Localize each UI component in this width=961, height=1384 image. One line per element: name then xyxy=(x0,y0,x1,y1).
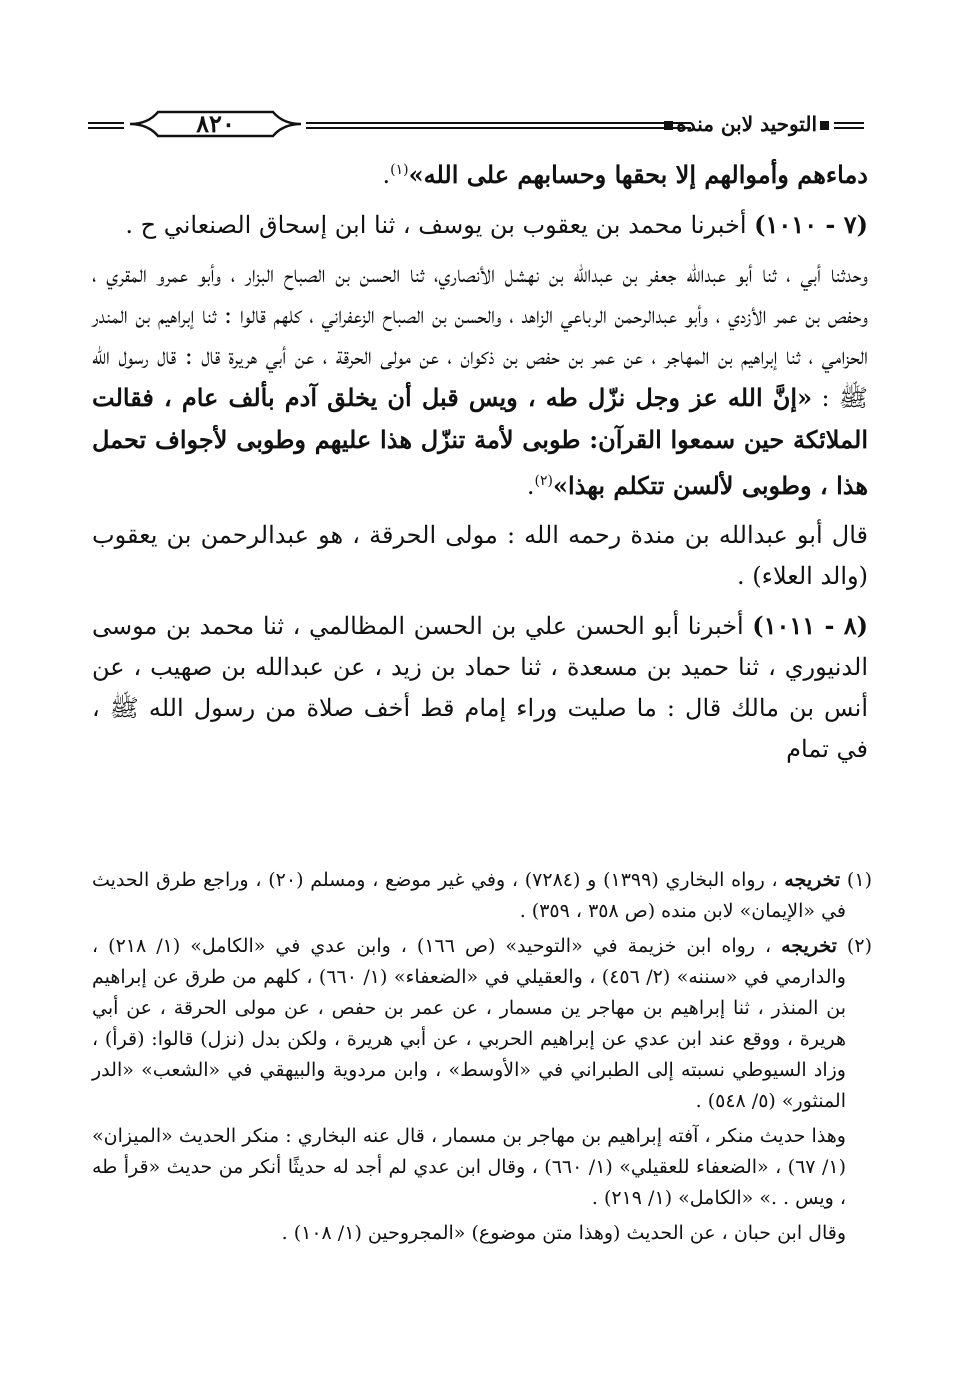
hadith-number: (٨ - ١٠١١) xyxy=(752,611,868,640)
isnad-text: وحدثنا أبي ، ثنا أبو عبدالله جعفر بن عبدالله بن نهشل الأنصاري، ثنا الحسن بن الصباح البزار ، وأبو عمرو المقري ، وحفص بن عمر الأزدي ، وأبو عبدالرحمن الرباعي الزاهد ، والحسن بن الصباح الزعفراني ، كلهم قالوا : ثنا إبراهيم بن المندر الحزامي ، ثنا إبراهيم بن المهاجر ، عن عمر بن حفص بن ذكوان ، عن مولى الحرقة ، عن أبي هريرة قال : قال رسول الله ﷺ : xyxy=(92,260,868,412)
footnote-heading: تخريجه xyxy=(781,935,837,957)
footnote-2 xyxy=(92,931,872,1117)
running-title xyxy=(676,106,832,142)
footnote-2-final xyxy=(92,1218,872,1249)
punctuation: . xyxy=(526,472,535,500)
running-title-text: التوحيد لابن منده xyxy=(676,112,817,136)
paragraph-hadith-1010 xyxy=(92,204,868,246)
isnad-text: أخبرنا محمد بن يعقوب بن يوسف ، ثنا ابن إسحاق الصنعاني ح . xyxy=(125,211,755,239)
footnote-label: (٢) xyxy=(836,935,872,957)
footnote-heading: تخريجه xyxy=(784,869,841,891)
paragraph-hadith-1011 xyxy=(92,605,868,770)
footnote-2-continued xyxy=(92,1121,872,1214)
header-rule-left xyxy=(88,122,124,129)
footnote-label: (١) xyxy=(840,869,872,891)
footnote-text: ، رواه ابن خزيمة في «التوحيد» (ص ١٦٦) ، وابن عدي في «الكامل» (١/ ٢١٨) ، والدارمي في «سننه» (٢/ ٤٥٦) ، والعقيلي في «الضعفاء» (١/ ٦٦٠) ، كلهم من طرق عن إبراهيم بن المنذر ، ثنا إبراهيم بن مهاجر ين مسمار ، عن عمر بن حفص ، عن مولى الحرقة ، عن أبي هريرة ، ووقع عند ابن عدي عن إبراهيم الحربي ، عن أبي هريرة ، ولكن بدل (نزل) قالوا: (قرأ) ، وزاد السيوطي نسبته إلى الطبراني في «الأوسط» ، وابن مردوية والبيهقي في «الشعب» «الدر المنثور» (٥/ ٥٤٨) . xyxy=(92,935,846,1112)
paragraph-continuation xyxy=(92,150,868,196)
main-text xyxy=(92,150,868,778)
footnote-text: وقال ابن حبان ، عن الحديث (وهذا متن موضوع) «المجروحين (١/ ١٠٨) . xyxy=(281,1222,846,1244)
square-bullet-icon xyxy=(820,121,829,130)
footnote-ref: (١) xyxy=(390,162,409,178)
page-number-frame xyxy=(128,106,303,142)
footnotes xyxy=(92,865,872,1253)
square-bullet-icon xyxy=(664,121,673,130)
hadith-number: (٧ - ١٠١٠) xyxy=(754,210,868,239)
isnad-text: أخبرنا أبو الحسن علي بن الحسن المظالمي ، ثنا محمد بن موسى الدنيوري ، ثنا حميد بن مسعدة ، ثنا حماد بن زيد ، عن عبدالله بن صهيب ، عن أنس بن مالك قال : ما صليت وراء إمام قط أخف صلاة من رسول الله ﷺ ، في تمام xyxy=(92,612,868,763)
footnote-text: وهذا حديث منكر ، آفته إبراهيم بن مهاجر بن مسمار ، قال عنه البخاري : منكر الحديث «الميزان» (١/ ٦٧) ، «الضعفاء للعقيلي» (١/ ٦٦٠) ، وقال ابن عدي لم أجد له حديثًا أنكر من حديث «قرأ طه ، ويس . .» «الكامل» (١/ ٢١٩) . xyxy=(92,1125,846,1209)
page-number: ٨٢٠ xyxy=(196,109,235,138)
header-rule-middle xyxy=(306,122,691,129)
page-header xyxy=(88,100,864,148)
footnote-1 xyxy=(92,865,872,927)
punctuation: . xyxy=(382,161,391,189)
hadith-text: دماءهم وأموالهم إلا بحقها وحسابهم على الله» xyxy=(408,160,868,189)
footnote-ref: (٢) xyxy=(534,473,553,489)
footnote-text: ، رواه البخاري (١٣٩٩) و (٧٢٨٤) ، وفي غير موضع ، ومسلم (٢٠) ، وراجع طرق الحديث في «الإيمان» لابن منده (ص ٣٥٨ ، ٣٥٩) . xyxy=(92,869,846,922)
header-rule-right xyxy=(834,122,864,129)
paragraph-author-note xyxy=(92,515,868,597)
paragraph-chain xyxy=(92,254,868,507)
author-note-text: قال أبو عبدالله بن مندة رحمه الله : مولى الحرقة ، هو عبدالرحمن بن يعقوب (والد العلاء) . xyxy=(92,521,868,590)
hadith-text: «إنَّ الله عز وجل نزّل طه ، ويس قبل أن يخلق آدم بألف عام ، فقالت الملائكة حين سمعوا القرآن: طوبى لأمة تنزّل هذا عليهم وطوبى لأجواف تحمل هذا ، وطوبى لألسن تتكلم بهذا» xyxy=(92,383,868,500)
